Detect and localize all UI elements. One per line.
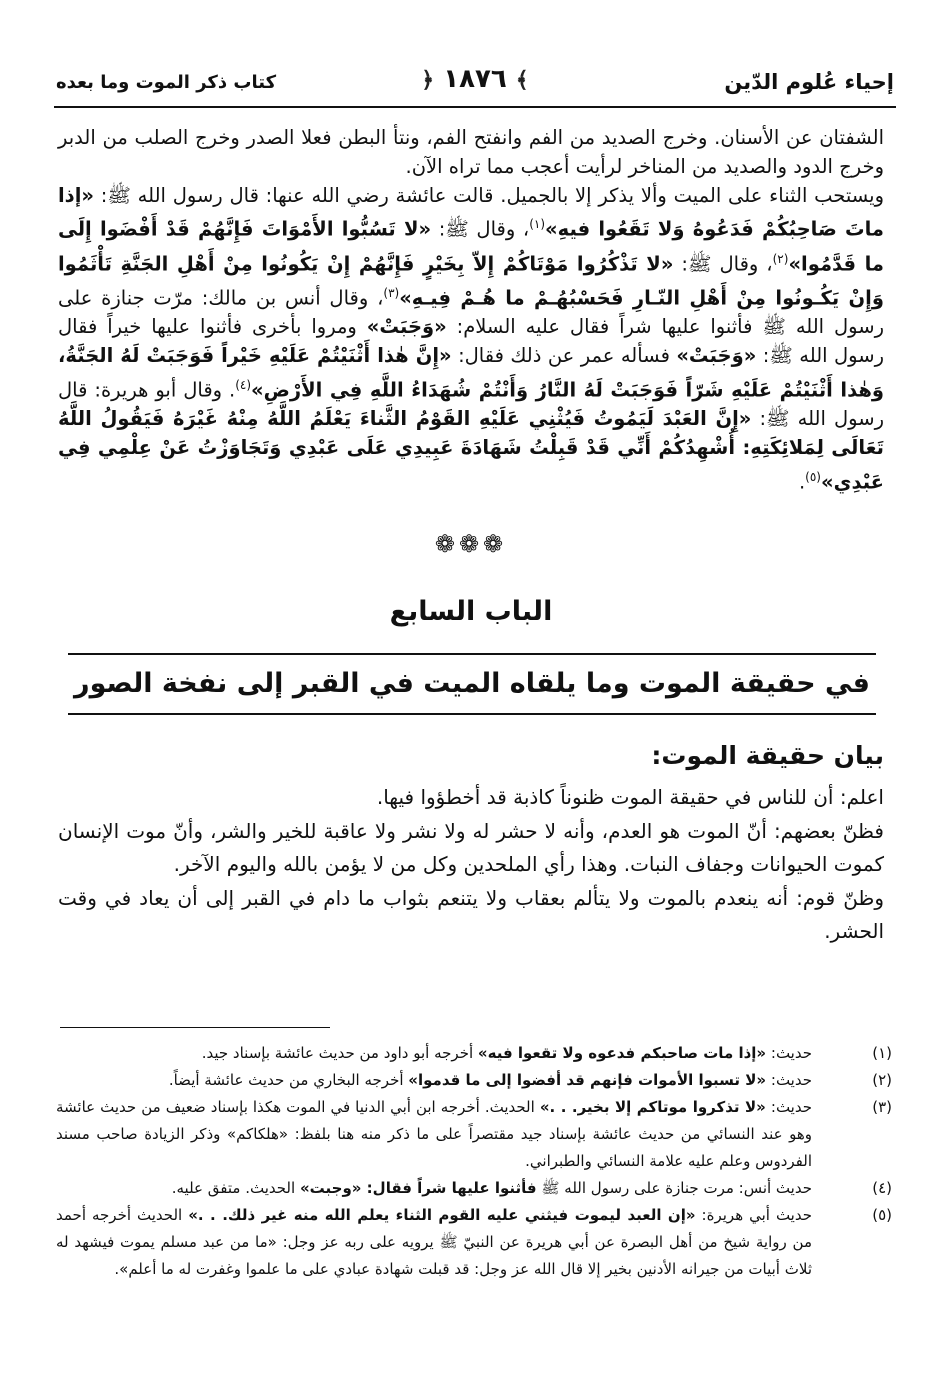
text-run: . وقال أبو هريرة: قال رسول الله ﷺ: [58,378,884,431]
main-text-bottom [58,781,884,949]
footnote-text: حديث أبي هريرة: [695,1206,812,1224]
footnote-number: (٥) [872,1206,892,1224]
book-title: إحياء عُلوم الدّين [724,70,894,94]
footnote-quote: «لا تذكروا موتاكم إلا بخير. . .» [539,1098,766,1116]
footnote-number: (٣) [872,1098,892,1116]
footnote-text: حديث: [766,1071,812,1089]
page-header [56,60,894,102]
footnote-text: أخرجه أبو داود من حديث عائشة بإسناد جيد. [201,1044,478,1062]
page-number-box [421,64,528,94]
hadith-quote: «وَجَبَتْ» [676,344,757,368]
text-run: ومروا بأخرى فأثنوا عليها خيراً فقال رسول الله ﷺ: [58,315,884,368]
footnote-item [56,1202,892,1283]
footnote-ref[interactable]: (٥) [805,469,821,484]
footnote-item [56,1067,892,1094]
hadith-quote: «إذا ماتَ صَاحِبُكُمْ فَدَعُوهُ وَلا تَقَعُوا فيهِ» [58,183,884,241]
footnote-text: الحديث أخرجه أحمد من رواية شيخ من أهل البصرة عن أبي هريرة عن النبيّ ﷺ يرويه على ربه عز وجل: «ما من عبد مسلم يموت فيشهد له ثلاث أبيات من جيرانه الأدنين بخير إلا قال الله عز وجل: قد قبلت شهادة عبادي على ما علموا وغفرت له ما أعلم». [56,1206,812,1278]
hadith-quote: «إِنَّ هٰذا أَثْنَيْتُمْ عَلَيْهِ خَيْراً فَوَجَبَتْ لَهُ الجَنَّةُ، وَهٰذا أَثْنَيْتُمْ عَلَيْهِ شَرّاً فَوَجَبَتْ لَهُ النَّارُ وَأَنْتُمْ شُهَدَاءُ اللَّهِ فِي الأَرْضِ» [58,344,884,402]
chapter-heading: الباب السابع [389,596,553,627]
footnotes [56,1040,892,1283]
text-run: ، وقال أنس بن مالك: مرّت جنازة على رسول الله ﷺ فأثنوا عليها شراً فقال عليه السلام: [58,286,884,339]
footnote-text: حديث: [766,1044,812,1062]
footnote-quote: فأثنوا عليها شراً فقال: «وجبت» [299,1179,537,1197]
footnote-ref[interactable]: (١) [529,217,546,232]
section-heading: بيان حقيقة الموت: [651,741,884,770]
paragraph: وظنّ قوم: أنه ينعدم بالموت ولا يتألم بعقاب ولا يتنعم بثواب ما دام في القبر إلى أن يعاد في وقت الحشر. [58,885,884,943]
footnote-divider [60,1027,330,1028]
running-chapter-title: كتاب ذكر الموت وما بعده [56,72,277,93]
footnote-ref[interactable]: (٢) [772,251,789,266]
footnote-number: (١) [872,1044,892,1062]
text-run: فسأله عمر عن ذلك فقال: [451,344,677,368]
right-bracket-ornament-icon: ﴿ [421,68,435,93]
footnote-ref[interactable]: (٤) [235,377,252,392]
section-separator-icon: ❁❁❁ [434,530,508,558]
hadith-quote: «وَجَبَتْ» [366,315,447,339]
footnote-number: (٤) [872,1179,892,1197]
footnote-item [56,1175,892,1202]
footnote-quote: «لا تسبوا الأموات فإنهم قد أفضوا إلى ما قدموا» [408,1071,767,1089]
header-divider [54,106,896,108]
paragraph: اعلم: أن للناس في حقيقة الموت ظنوناً كاذبة قد أخطؤوا فيها. [376,785,884,809]
footnote-item [56,1094,892,1175]
footnote-text: حديث أنس: مرت جنازة على رسول الله ﷺ [536,1179,812,1197]
hadith-quote: «إِنَّ العَبْدَ لَيَمُوتُ فَيُثْنِي عَلَيْهِ القَوْمُ الثَّناءَ يَعْلَمُ اللَّهُ مِنْهُ غَيْرَهُ فَيَقُولُ اللَّهُ تَعَالَى لِمَلائِكَتِهِ: أُشْهِدُكُمْ أَنِّي قَدْ قَبِلْتُ شَهَادَةَ عَبِيدِي عَلَى عَبْدِي وَتَجَاوَزْتُ عَنْ عِلْمِي فِي عَبْدِي» [58,407,884,494]
footnote-item [56,1040,892,1067]
text-run: ، وقال ﷺ: [431,217,530,241]
chapter-title-band [68,653,876,715]
hadith-quote: «لا تَسُبُّوا الأَمْوَاتَ فَإِنَّهُمْ قَدْ أَفْضَوا إِلَى ما قَدَّمُوا» [58,217,885,276]
paragraph: فظنّ بعضهم: أنّ الموت هو العدم، وأنه لا حشر له ولا نشر ولا عاقبة للخير والشر، وأنّ موت الإنسان كموت الحيوانات وجفاف النبات. وهذا رأي الملحدين وكل من لا يؤمن بالله واليوم الآخر. [58,818,884,876]
chapter-title: في حقيقة الموت وما يلقاه الميت في القبر إلى نفخة الصور [74,668,870,699]
text-run: ، وقال ﷺ: [673,252,773,276]
footnote-text: الحديث. أخرجه ابن أبي الدنيا في الموت هكذا بإسناد ضعيف من حديث عائشة وهو عند النسائي من حديث عائشة بإسناد جيد مقتصراً على ما ذكر منه هنا بلفظ: «هلكاكم» وذكر الزيادة صاحب مسند الفردوس وعلم عليه علامة النسائي والطبراني. [56,1098,812,1170]
footnote-ref[interactable]: (٣) [383,285,400,300]
footnote-text: أخرجه البخاري من حديث عائشة أيضاً. [168,1071,409,1089]
footnote-text: حديث: [765,1098,812,1116]
text-run: . [798,470,806,494]
footnote-quote: «إن العبد ليموت فيثني عليه القوم الثناء يعلم الله منه غير ذلك. . .» [188,1206,696,1224]
left-bracket-ornament-icon: ﴾ [515,68,529,93]
hadith-quote: «لا تَذْكُرُوا مَوْتَاكُمْ إِلاّ بِخَيْرٍ فَإِنَّهُمْ إِنْ يَكُونُوا مِنْ أَهْلِ الجَنَّةِ تَأْثَمُوا وَإِنْ يَكُـونُوا مِنْ أَهْلِ النّـارِ فَحَسْبُهُـمْ ما هُـمْ فِيـهِ» [58,252,884,310]
footnote-quote: «إذا مات صاحبكم فدعوه ولا تقعوا فيه» [477,1044,767,1062]
paragraph: الشفتان عن الأسنان. وخرج الصديد من الفم وانفتح الفم، ونتأ البطن فعلا الصدر وخرج الصلب من الدبر وخرج الدود والصديد من المناخر لرأيت أعجب مما تراه الآن. [58,126,884,178]
footnote-number: (٢) [872,1071,892,1089]
footnote-text: الحديث. متفق عليه. [171,1179,300,1197]
page-number: ١٨٧٦ [443,64,507,94]
main-text-top [58,124,884,497]
paragraph [58,182,884,497]
text-run: ويستحب الثناء على الميت وألا يذكر إلا بالجميل. قالت عائشة رضي الله عنها: قال رسول الله ﷺ: [93,183,884,207]
